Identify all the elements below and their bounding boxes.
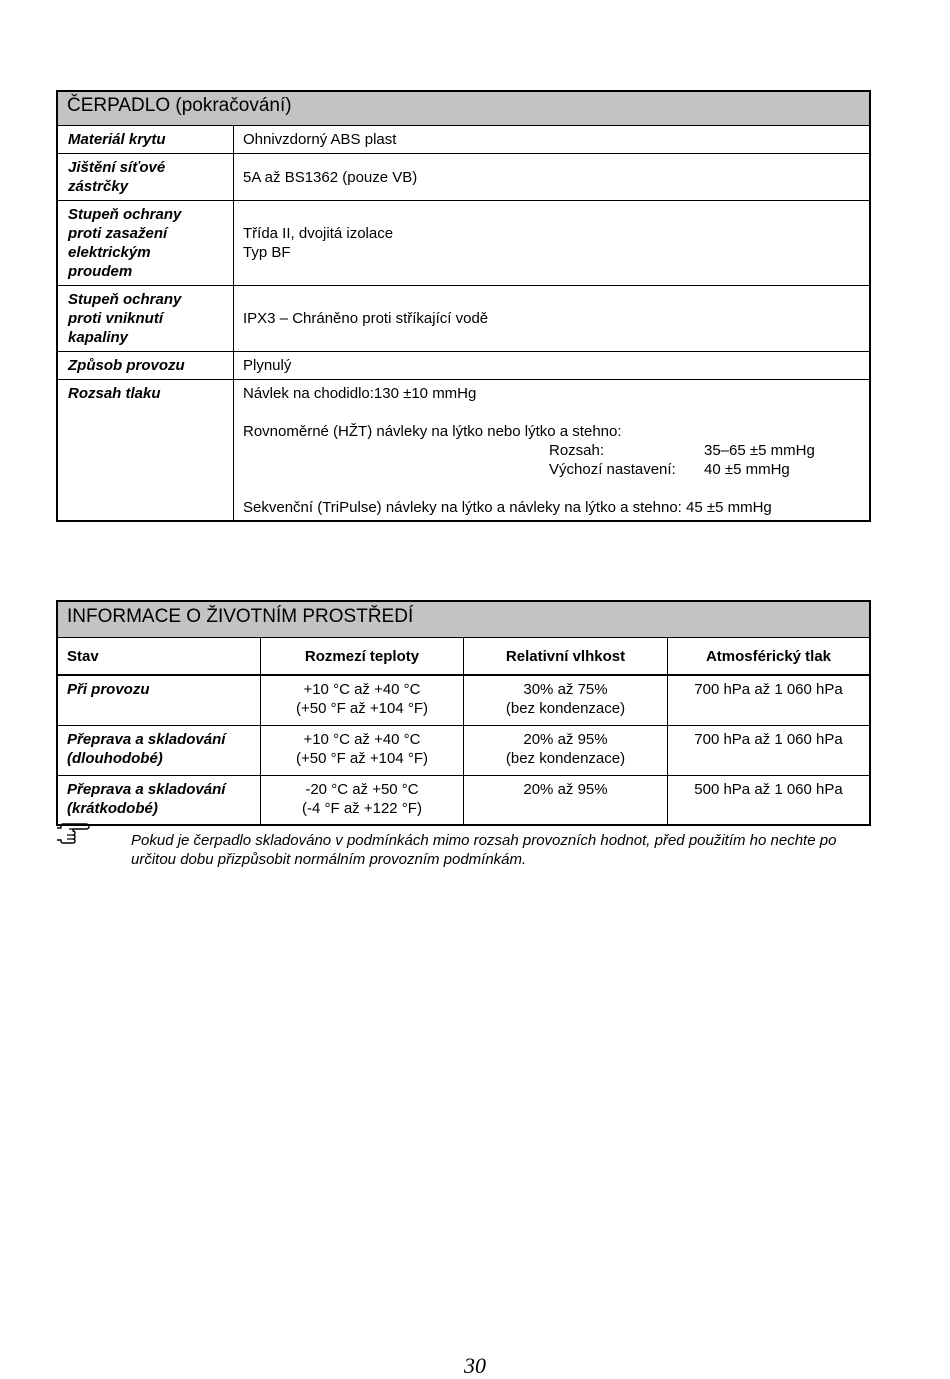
pressure-cell: 700 hPa až 1 060 hPa (694, 681, 843, 698)
column-headers (58, 638, 869, 676)
column-header: Atmosférický tlak (705, 647, 832, 665)
row-label: Rozsah tlaku (58, 380, 234, 522)
environment-table (56, 600, 871, 826)
default-line: Výchozí nastavení: 40 ±5 mmHg (549, 461, 790, 478)
foot-sleeve-pressure: Návlek na chodidlo:130 ±10 mmHg (243, 385, 477, 402)
row-label: Stupeň ochrany proti zasažení elektrickým proudem (58, 201, 234, 285)
pump-table-title: ČERPADLO (pokračování) (58, 92, 869, 126)
uniform-sleeves-label: Rovnoměrné (HŽT) návleky na lýtko nebo lýtko a stehno: (243, 423, 622, 440)
environment-table-title: INFORMACE O ŽIVOTNÍM PROSTŘEDÍ (58, 602, 869, 638)
storage-note: Pokud je čerpadlo skladováno v podmínkách mimo rozsah provozních hodnot, před použitím ho nechte po určitou dobu přizpůsobit normálním provozním podmínkám. (131, 832, 837, 868)
sequential-sleeves-pressure: Sekvenční (TriPulse) návleky na lýtko a návleky na lýtko a stehno: 45 ±5 mmHg (243, 499, 772, 516)
table-row (58, 676, 869, 726)
pressure-cell: 700 hPa až 1 060 hPa (694, 731, 843, 748)
row-value: IPX3 – Chráněno proti stříkající vodě (243, 310, 489, 327)
pointing-hand-icon (56, 823, 90, 845)
table-row (58, 126, 869, 154)
row-label: Materiál krytu (58, 126, 234, 153)
pump-spec-table (56, 90, 871, 522)
row-value: Plynulý (243, 357, 292, 374)
state-cell: Přeprava a skladování (dlouhodobé) (58, 726, 261, 775)
state-cell: Při provozu (58, 676, 261, 725)
state-cell: Přeprava a skladování (krátkodobé) (58, 776, 261, 826)
table-row-pressure (58, 380, 869, 522)
temperature-cell: -20 °C až +50 °C (-4 °F až +122 °F) (261, 776, 464, 826)
table-row (58, 201, 869, 286)
row-label: Jištění síťové zástrčky (58, 154, 234, 200)
humidity-cell: 20% až 95% (464, 776, 668, 826)
row-label: Stupeň ochrany proti vniknutí kapaliny (58, 286, 234, 351)
column-header: Stav (58, 638, 261, 674)
humidity-cell: 30% až 75% (bez kondenzace) (464, 676, 668, 725)
table-row (58, 154, 869, 201)
row-value: Třída II, dvojitá izolace Typ BF (243, 225, 394, 261)
column-header: Relativní vlhkost (464, 638, 668, 674)
temperature-cell: +10 °C až +40 °C (+50 °F až +104 °F) (261, 676, 464, 725)
range-line: Rozsah: 35–65 ±5 mmHg (549, 442, 815, 459)
pressure-cell: 500 hPa až 1 060 hPa (694, 781, 843, 798)
row-value: Ohnivzdorný ABS plast (243, 131, 397, 148)
page-number: 30 (464, 1353, 486, 1378)
humidity-cell: 20% až 95% (bez kondenzace) (464, 726, 668, 775)
row-label: Způsob provozu (58, 352, 234, 379)
column-header: Rozmezí teploty (261, 638, 464, 674)
table-row (58, 776, 869, 826)
row-value (234, 380, 869, 522)
table-row (58, 352, 869, 380)
table-row (58, 726, 869, 776)
table-row (58, 286, 869, 352)
temperature-cell: +10 °C až +40 °C (+50 °F až +104 °F) (261, 726, 464, 775)
row-value: 5A až BS1362 (pouze VB) (243, 168, 418, 186)
